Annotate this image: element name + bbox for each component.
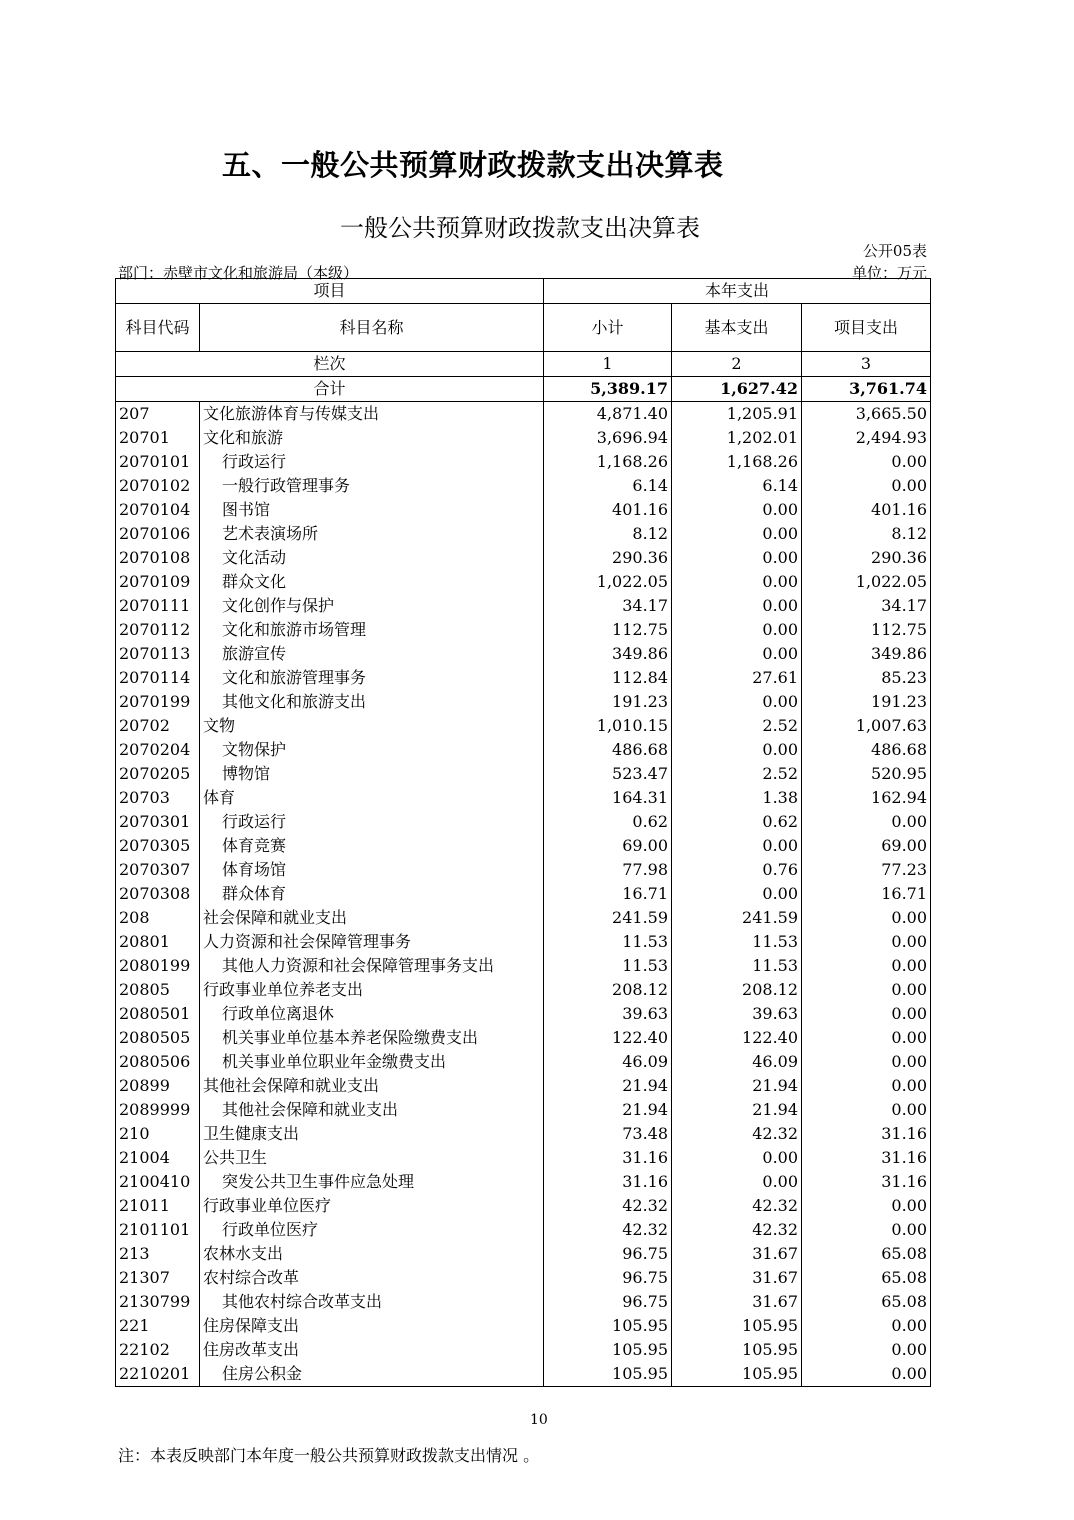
row-basic: 0.00	[672, 522, 802, 546]
table-row	[116, 570, 931, 594]
row-code: 2070205	[116, 762, 200, 786]
row-project: 65.08	[802, 1290, 931, 1314]
total-subtotal: 5,389.17	[544, 377, 672, 402]
table-row	[116, 1218, 931, 1242]
header-basic: 基本支出	[672, 304, 802, 352]
row-basic: 1,205.91	[672, 402, 802, 427]
row-subtotal: 486.68	[544, 738, 672, 762]
row-project: 65.08	[802, 1242, 931, 1266]
row-name: 旅游宣传	[200, 642, 544, 666]
row-basic: 21.94	[672, 1098, 802, 1122]
row-subtotal: 0.62	[544, 810, 672, 834]
row-project: 0.00	[802, 1362, 931, 1387]
row-name: 其他人力资源和社会保障管理事务支出	[200, 954, 544, 978]
row-code: 2080505	[116, 1026, 200, 1050]
department-label: 部门：赤壁市文化和旅游局（本级）	[118, 264, 359, 282]
row-code: 20702	[116, 714, 200, 738]
row-name: 行政单位离退休	[200, 1002, 544, 1026]
row-code: 2100410	[116, 1170, 200, 1194]
row-code: 2080501	[116, 1002, 200, 1026]
table-row	[116, 1098, 931, 1122]
row-basic: 0.00	[672, 570, 802, 594]
row-basic: 241.59	[672, 906, 802, 930]
table-row	[116, 810, 931, 834]
row-code: 2070111	[116, 594, 200, 618]
row-project: 162.94	[802, 786, 931, 810]
table-row	[116, 1050, 931, 1074]
row-code: 210	[116, 1122, 200, 1146]
row-subtotal: 4,871.40	[544, 402, 672, 427]
row-basic: 208.12	[672, 978, 802, 1002]
row-name: 其他社会保障和就业支出	[200, 1098, 544, 1122]
row-name: 一般行政管理事务	[200, 474, 544, 498]
table-row	[116, 498, 931, 522]
row-project: 8.12	[802, 522, 931, 546]
header-project: 项目支出	[802, 304, 931, 352]
row-code: 20805	[116, 978, 200, 1002]
row-project: 34.17	[802, 594, 931, 618]
table-row	[116, 1026, 931, 1050]
row-project: 1,022.05	[802, 570, 931, 594]
row-subtotal: 69.00	[544, 834, 672, 858]
form-number: 公开05表	[862, 242, 927, 260]
row-subtotal: 6.14	[544, 474, 672, 498]
row-code: 2070106	[116, 522, 200, 546]
table-title: 一般公共预算财政拨款支出决算表	[340, 214, 700, 242]
row-name: 住房改革支出	[200, 1338, 544, 1362]
row-subtotal: 96.75	[544, 1242, 672, 1266]
row-subtotal: 42.32	[544, 1218, 672, 1242]
row-code: 21307	[116, 1266, 200, 1290]
row-subtotal: 1,022.05	[544, 570, 672, 594]
row-project: 31.16	[802, 1170, 931, 1194]
row-project: 85.23	[802, 666, 931, 690]
table-row	[116, 786, 931, 810]
row-code: 20701	[116, 426, 200, 450]
column-number-1: 1	[544, 352, 672, 377]
row-project: 0.00	[802, 1314, 931, 1338]
row-basic: 0.62	[672, 810, 802, 834]
row-name: 文化旅游体育与传媒支出	[200, 402, 544, 427]
row-code: 2070101	[116, 450, 200, 474]
row-name: 行政单位医疗	[200, 1218, 544, 1242]
row-code: 21011	[116, 1194, 200, 1218]
total-label: 合计	[116, 377, 544, 402]
row-project: 0.00	[802, 1338, 931, 1362]
row-project: 0.00	[802, 954, 931, 978]
row-project: 0.00	[802, 1194, 931, 1218]
row-code: 2070199	[116, 690, 200, 714]
row-basic: 0.00	[672, 498, 802, 522]
row-basic: 105.95	[672, 1362, 802, 1387]
row-subtotal: 112.75	[544, 618, 672, 642]
table-row	[116, 594, 931, 618]
total-project: 3,761.74	[802, 377, 931, 402]
column-order-label: 栏次	[116, 352, 544, 377]
table-row	[116, 954, 931, 978]
table-row	[116, 906, 931, 930]
row-name: 行政运行	[200, 810, 544, 834]
table-row	[116, 1314, 931, 1338]
table-row	[116, 1002, 931, 1026]
table-row	[116, 402, 931, 427]
row-subtotal: 31.16	[544, 1170, 672, 1194]
row-name: 社会保障和就业支出	[200, 906, 544, 930]
row-basic: 2.52	[672, 762, 802, 786]
row-name: 机关事业单位职业年金缴费支出	[200, 1050, 544, 1074]
row-project: 16.71	[802, 882, 931, 906]
row-basic: 105.95	[672, 1338, 802, 1362]
row-project: 0.00	[802, 1002, 931, 1026]
table-row	[116, 522, 931, 546]
table-row	[116, 834, 931, 858]
row-code: 2070307	[116, 858, 200, 882]
table-row	[116, 1170, 931, 1194]
row-name: 文化创作与保护	[200, 594, 544, 618]
row-subtotal: 96.75	[544, 1266, 672, 1290]
row-project: 0.00	[802, 1050, 931, 1074]
table-row	[116, 978, 931, 1002]
row-name: 农林水支出	[200, 1242, 544, 1266]
row-code: 20801	[116, 930, 200, 954]
row-subtotal: 11.53	[544, 930, 672, 954]
table-row	[116, 858, 931, 882]
table-row	[116, 546, 931, 570]
row-code: 20899	[116, 1074, 200, 1098]
row-subtotal: 73.48	[544, 1122, 672, 1146]
row-project: 0.00	[802, 906, 931, 930]
row-name: 文物保护	[200, 738, 544, 762]
row-basic: 2.52	[672, 714, 802, 738]
row-project: 1,007.63	[802, 714, 931, 738]
row-basic: 11.53	[672, 930, 802, 954]
row-code: 213	[116, 1242, 200, 1266]
row-basic: 0.00	[672, 1170, 802, 1194]
row-basic: 0.00	[672, 594, 802, 618]
row-subtotal: 46.09	[544, 1050, 672, 1074]
row-basic: 0.00	[672, 642, 802, 666]
column-number-2: 2	[672, 352, 802, 377]
row-name: 文化活动	[200, 546, 544, 570]
header-code: 科目代码	[116, 304, 200, 352]
row-subtotal: 21.94	[544, 1098, 672, 1122]
row-name: 群众体育	[200, 882, 544, 906]
row-subtotal: 3,696.94	[544, 426, 672, 450]
row-basic: 0.00	[672, 738, 802, 762]
row-code: 2070102	[116, 474, 200, 498]
row-name: 体育场馆	[200, 858, 544, 882]
row-project: 77.23	[802, 858, 931, 882]
row-project: 0.00	[802, 450, 931, 474]
row-subtotal: 164.31	[544, 786, 672, 810]
row-name: 文化和旅游	[200, 426, 544, 450]
page-number: 10	[530, 1412, 548, 1428]
row-basic: 1,202.01	[672, 426, 802, 450]
row-name: 住房公积金	[200, 1362, 544, 1387]
row-basic: 42.32	[672, 1122, 802, 1146]
row-subtotal: 241.59	[544, 906, 672, 930]
row-project: 520.95	[802, 762, 931, 786]
row-name: 人力资源和社会保障管理事务	[200, 930, 544, 954]
row-name: 卫生健康支出	[200, 1122, 544, 1146]
row-name: 机关事业单位基本养老保险缴费支出	[200, 1026, 544, 1050]
table-row	[116, 642, 931, 666]
row-name: 文化和旅游市场管理	[200, 618, 544, 642]
page-heading: 五、一般公共预算财政拨款支出决算表	[222, 148, 724, 182]
row-name: 农村综合改革	[200, 1266, 544, 1290]
row-code: 207	[116, 402, 200, 427]
row-name: 其他文化和旅游支出	[200, 690, 544, 714]
row-subtotal: 11.53	[544, 954, 672, 978]
column-number-3: 3	[802, 352, 931, 377]
row-project: 290.36	[802, 546, 931, 570]
row-code: 2070104	[116, 498, 200, 522]
row-subtotal: 8.12	[544, 522, 672, 546]
row-subtotal: 191.23	[544, 690, 672, 714]
table-row	[116, 426, 931, 450]
row-subtotal: 21.94	[544, 1074, 672, 1098]
row-project: 0.00	[802, 1074, 931, 1098]
row-name: 突发公共卫生事件应急处理	[200, 1170, 544, 1194]
table-row	[116, 450, 931, 474]
row-name: 其他社会保障和就业支出	[200, 1074, 544, 1098]
row-project: 2,494.93	[802, 426, 931, 450]
row-basic: 42.32	[672, 1218, 802, 1242]
row-name: 群众文化	[200, 570, 544, 594]
row-code: 22102	[116, 1338, 200, 1362]
row-subtotal: 523.47	[544, 762, 672, 786]
table-body	[116, 402, 931, 1387]
row-code: 2070305	[116, 834, 200, 858]
row-code: 2080199	[116, 954, 200, 978]
row-code: 2070109	[116, 570, 200, 594]
row-code: 2070112	[116, 618, 200, 642]
row-subtotal: 112.84	[544, 666, 672, 690]
header-name: 科目名称	[200, 304, 544, 352]
row-name: 行政运行	[200, 450, 544, 474]
row-subtotal: 105.95	[544, 1338, 672, 1362]
row-code: 208	[116, 906, 200, 930]
row-project: 349.86	[802, 642, 931, 666]
row-basic: 0.00	[672, 618, 802, 642]
table-row	[116, 882, 931, 906]
row-project: 0.00	[802, 930, 931, 954]
row-subtotal: 42.32	[544, 1194, 672, 1218]
row-project: 3,665.50	[802, 402, 931, 427]
row-basic: 31.67	[672, 1242, 802, 1266]
row-basic: 27.61	[672, 666, 802, 690]
row-name: 文物	[200, 714, 544, 738]
table-row	[116, 1194, 931, 1218]
row-code: 2080506	[116, 1050, 200, 1074]
row-name: 图书馆	[200, 498, 544, 522]
row-basic: 42.32	[672, 1194, 802, 1218]
row-subtotal: 105.95	[544, 1314, 672, 1338]
row-code: 2070204	[116, 738, 200, 762]
row-code: 2101101	[116, 1218, 200, 1242]
row-subtotal: 77.98	[544, 858, 672, 882]
table-row	[116, 618, 931, 642]
row-code: 2210201	[116, 1362, 200, 1387]
row-basic: 6.14	[672, 474, 802, 498]
row-subtotal: 401.16	[544, 498, 672, 522]
row-project: 0.00	[802, 1098, 931, 1122]
row-subtotal: 1,168.26	[544, 450, 672, 474]
row-subtotal: 105.95	[544, 1362, 672, 1387]
row-project: 486.68	[802, 738, 931, 762]
row-basic: 39.63	[672, 1002, 802, 1026]
row-subtotal: 16.71	[544, 882, 672, 906]
row-project: 401.16	[802, 498, 931, 522]
expenditure-table	[115, 278, 931, 1387]
row-project: 0.00	[802, 978, 931, 1002]
row-project: 69.00	[802, 834, 931, 858]
table-row	[116, 474, 931, 498]
row-basic: 31.67	[672, 1266, 802, 1290]
row-subtotal: 31.16	[544, 1146, 672, 1170]
header-subtotal: 小计	[544, 304, 672, 352]
row-project: 0.00	[802, 1026, 931, 1050]
row-basic: 21.94	[672, 1074, 802, 1098]
table-row	[116, 1242, 931, 1266]
row-project: 31.16	[802, 1122, 931, 1146]
row-subtotal: 1,010.15	[544, 714, 672, 738]
row-name: 其他农村综合改革支出	[200, 1290, 544, 1314]
row-project: 0.00	[802, 474, 931, 498]
row-code: 2070301	[116, 810, 200, 834]
footnote: 注：本表反映部门本年度一般公共预算财政拨款支出情况 。	[118, 1446, 540, 1465]
row-project: 65.08	[802, 1266, 931, 1290]
table-row	[116, 1290, 931, 1314]
table-row	[116, 1362, 931, 1387]
row-subtotal: 96.75	[544, 1290, 672, 1314]
row-subtotal: 349.86	[544, 642, 672, 666]
table-row	[116, 762, 931, 786]
row-code: 2070113	[116, 642, 200, 666]
row-basic: 0.00	[672, 834, 802, 858]
table-row	[116, 1074, 931, 1098]
row-name: 行政事业单位医疗	[200, 1194, 544, 1218]
row-project: 191.23	[802, 690, 931, 714]
row-project: 0.00	[802, 1218, 931, 1242]
table-row	[116, 930, 931, 954]
row-code: 20703	[116, 786, 200, 810]
row-basic: 0.00	[672, 1146, 802, 1170]
row-code: 21004	[116, 1146, 200, 1170]
row-name: 住房保障支出	[200, 1314, 544, 1338]
row-project: 112.75	[802, 618, 931, 642]
table-row	[116, 1266, 931, 1290]
table-row	[116, 1338, 931, 1362]
row-code: 2070308	[116, 882, 200, 906]
row-basic: 0.00	[672, 690, 802, 714]
table-row	[116, 738, 931, 762]
row-subtotal: 34.17	[544, 594, 672, 618]
row-name: 文化和旅游管理事务	[200, 666, 544, 690]
row-basic: 46.09	[672, 1050, 802, 1074]
row-basic: 105.95	[672, 1314, 802, 1338]
row-basic: 31.67	[672, 1290, 802, 1314]
row-code: 221	[116, 1314, 200, 1338]
row-code: 2130799	[116, 1290, 200, 1314]
row-subtotal: 39.63	[544, 1002, 672, 1026]
row-basic: 0.00	[672, 546, 802, 570]
row-code: 2070114	[116, 666, 200, 690]
table-row	[116, 690, 931, 714]
row-subtotal: 290.36	[544, 546, 672, 570]
total-basic: 1,627.42	[672, 377, 802, 402]
row-basic: 11.53	[672, 954, 802, 978]
table-row	[116, 666, 931, 690]
row-code: 2089999	[116, 1098, 200, 1122]
row-project: 31.16	[802, 1146, 931, 1170]
row-code: 2070108	[116, 546, 200, 570]
row-basic: 1.38	[672, 786, 802, 810]
row-name: 公共卫生	[200, 1146, 544, 1170]
header-current-year: 本年支出	[544, 279, 931, 304]
row-basic: 122.40	[672, 1026, 802, 1050]
unit-label: 单位：万元	[851, 264, 927, 282]
row-name: 体育	[200, 786, 544, 810]
row-basic: 0.76	[672, 858, 802, 882]
header-item: 项目	[116, 279, 544, 304]
row-subtotal: 122.40	[544, 1026, 672, 1050]
row-name: 艺术表演场所	[200, 522, 544, 546]
row-name: 博物馆	[200, 762, 544, 786]
table-row	[116, 1122, 931, 1146]
row-basic: 0.00	[672, 882, 802, 906]
table-row	[116, 714, 931, 738]
row-name: 行政事业单位养老支出	[200, 978, 544, 1002]
row-subtotal: 208.12	[544, 978, 672, 1002]
table-row	[116, 1146, 931, 1170]
row-name: 体育竞赛	[200, 834, 544, 858]
row-project: 0.00	[802, 810, 931, 834]
row-basic: 1,168.26	[672, 450, 802, 474]
